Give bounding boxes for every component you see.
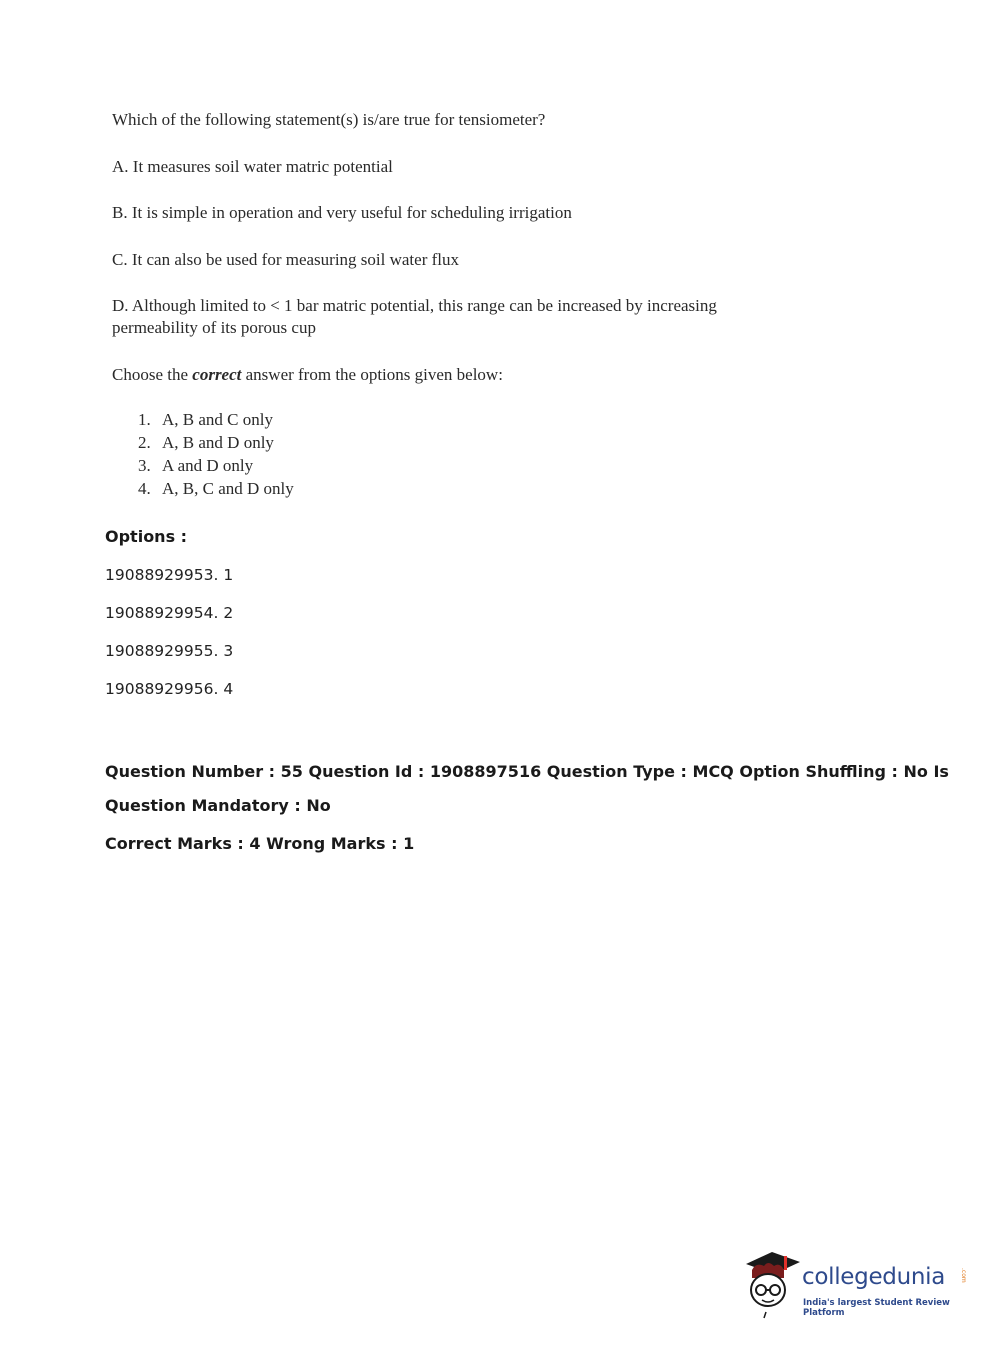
brand-name: collegedunia — [802, 1264, 946, 1290]
option-item: 19088929956. 4 — [105, 680, 234, 698]
option-item: 19088929955. 3 — [105, 642, 234, 660]
statement-d: D. Although limited to < 1 bar matric potential, this range can be increased by increasing — [112, 296, 717, 315]
answer-choice: 3. A and D only — [138, 456, 254, 475]
brand-tagline: India's largest Student Review Platform — [803, 1298, 950, 1318]
answer-choice: 1. A, B and C only — [138, 410, 273, 429]
answer-choice-list — [138, 410, 294, 502]
option-item: 19088929954. 2 — [105, 604, 234, 622]
question-meta-line-1: Question Number : 55 Question Id : 1908897516 Question Type : MCQ Option Shuffling : No Is — [105, 762, 949, 781]
statement-c: C. It can also be used for measuring soil water flux — [112, 250, 459, 269]
statement-d-continued: permeability of its porous cup — [112, 318, 316, 337]
statement-b: B. It is simple in operation and very useful for scheduling irrigation — [112, 203, 572, 222]
answer-choice: 2. A, B and D only — [138, 433, 274, 452]
option-item: 19088929953. 1 — [105, 566, 234, 584]
choose-instruction: Choose the correct answer from the options given below: — [112, 365, 503, 384]
marks-line: Correct Marks : 4 Wrong Marks : 1 — [105, 834, 415, 853]
mascot-icon — [742, 1248, 804, 1320]
statement-a: A. It measures soil water matric potential — [112, 157, 393, 176]
question-meta-line-2: Question Mandatory : No — [105, 796, 331, 815]
brand-dotcom: .com — [960, 1268, 967, 1283]
question-stem: Which of the following statement(s) is/are true for tensiometer? — [112, 110, 546, 129]
options-heading: Options : — [105, 527, 188, 546]
answer-choice: 4. A, B, C and D only — [138, 479, 294, 498]
collegedunia-logo — [742, 1248, 972, 1320]
choose-emphasis: correct — [192, 365, 242, 384]
